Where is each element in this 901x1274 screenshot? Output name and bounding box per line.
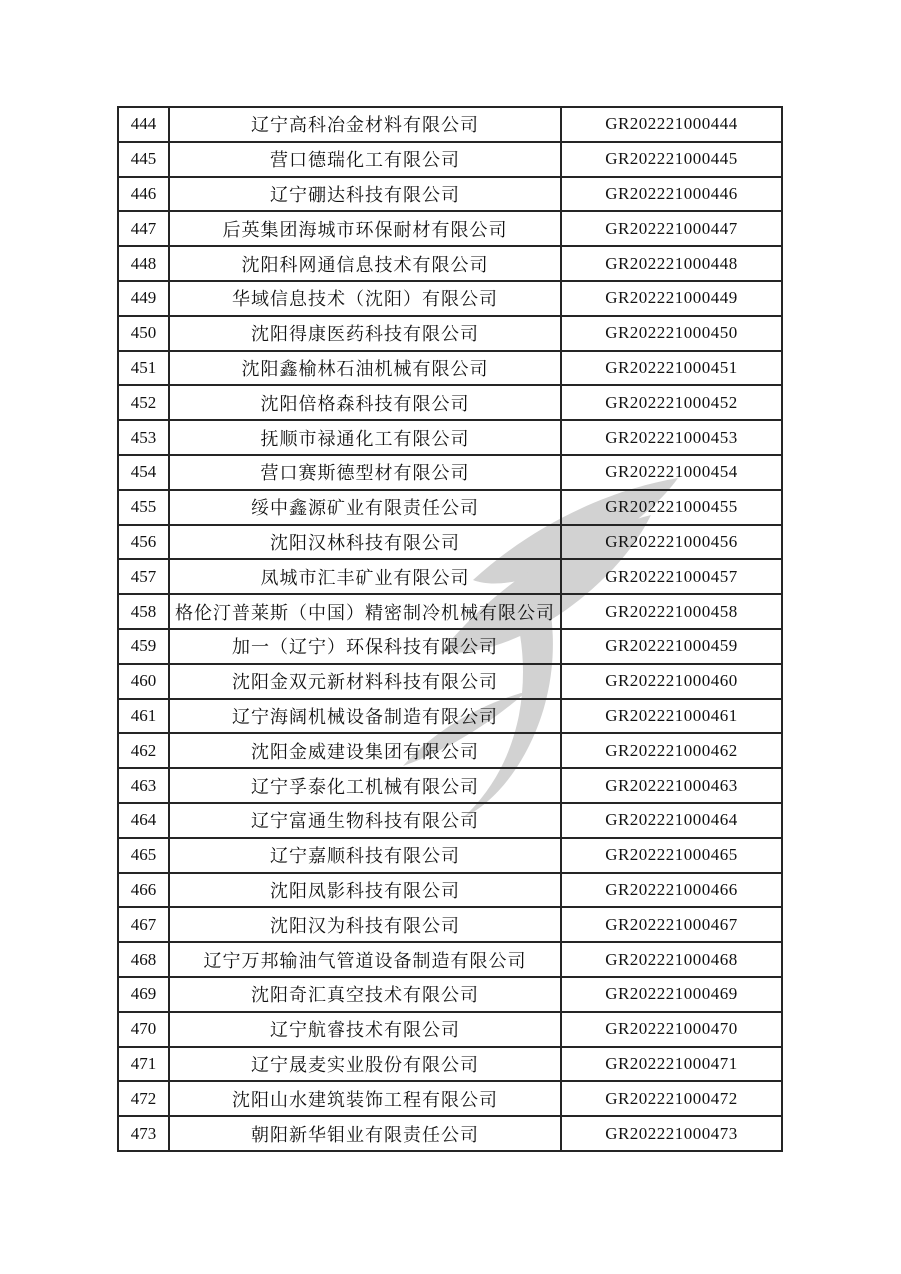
certificate-number: GR202221000473 [561, 1116, 782, 1151]
table-row [118, 977, 782, 1012]
row-number: 452 [118, 385, 169, 420]
row-number: 467 [118, 907, 169, 942]
company-name: 辽宁硼达科技有限公司 [169, 177, 561, 212]
table-row [118, 873, 782, 908]
row-number: 448 [118, 246, 169, 281]
row-number: 464 [118, 803, 169, 838]
company-name: 朝阳新华钼业有限责任公司 [169, 1116, 561, 1151]
table-row [118, 316, 782, 351]
certificate-number: GR202221000454 [561, 455, 782, 490]
table-row [118, 177, 782, 212]
table-row [118, 490, 782, 525]
table-row [118, 455, 782, 490]
company-name: 辽宁孚泰化工机械有限公司 [169, 768, 561, 803]
row-number: 457 [118, 559, 169, 594]
company-name: 沈阳山水建筑装饰工程有限公司 [169, 1081, 561, 1116]
company-name: 辽宁高科冶金材料有限公司 [169, 107, 561, 142]
row-number: 466 [118, 873, 169, 908]
company-name: 后英集团海城市环保耐材有限公司 [169, 211, 561, 246]
company-name: 华域信息技术（沈阳）有限公司 [169, 281, 561, 316]
certificate-number: GR202221000449 [561, 281, 782, 316]
table-row [118, 420, 782, 455]
certificate-number: GR202221000462 [561, 733, 782, 768]
table-row [118, 1012, 782, 1047]
table-row [118, 629, 782, 664]
certificate-number: GR202221000453 [561, 420, 782, 455]
table-row [118, 525, 782, 560]
certificate-number: GR202221000469 [561, 977, 782, 1012]
row-number: 454 [118, 455, 169, 490]
company-name: 辽宁嘉顺科技有限公司 [169, 838, 561, 873]
table-row [118, 559, 782, 594]
company-name: 格伦汀普莱斯（中国）精密制冷机械有限公司 [169, 594, 561, 629]
row-number: 456 [118, 525, 169, 560]
table-row [118, 768, 782, 803]
table-row [118, 803, 782, 838]
company-name: 沈阳金威建设集团有限公司 [169, 733, 561, 768]
company-name: 营口赛斯德型材有限公司 [169, 455, 561, 490]
row-number: 455 [118, 490, 169, 525]
row-number: 444 [118, 107, 169, 142]
table-row [118, 211, 782, 246]
company-name: 辽宁晟麦实业股份有限公司 [169, 1047, 561, 1082]
certificate-number: GR202221000461 [561, 699, 782, 734]
table-row [118, 246, 782, 281]
table-row [118, 351, 782, 386]
row-number: 465 [118, 838, 169, 873]
company-name: 沈阳汉为科技有限公司 [169, 907, 561, 942]
certificate-number: GR202221000471 [561, 1047, 782, 1082]
row-number: 461 [118, 699, 169, 734]
table-row [118, 1081, 782, 1116]
row-number: 458 [118, 594, 169, 629]
table-row [118, 142, 782, 177]
certificate-number: GR202221000472 [561, 1081, 782, 1116]
row-number: 463 [118, 768, 169, 803]
row-number: 470 [118, 1012, 169, 1047]
certificate-number: GR202221000455 [561, 490, 782, 525]
certificate-number: GR202221000458 [561, 594, 782, 629]
certificate-number: GR202221000457 [561, 559, 782, 594]
table-row [118, 281, 782, 316]
company-name: 沈阳金双元新材料科技有限公司 [169, 664, 561, 699]
table-row [118, 594, 782, 629]
row-number: 451 [118, 351, 169, 386]
certificate-number: GR202221000470 [561, 1012, 782, 1047]
company-name: 营口德瑞化工有限公司 [169, 142, 561, 177]
certificate-number: GR202221000445 [561, 142, 782, 177]
table-row [118, 1047, 782, 1082]
table-row [118, 107, 782, 142]
company-name: 沈阳鑫榆林石油机械有限公司 [169, 351, 561, 386]
row-number: 449 [118, 281, 169, 316]
certificate-number: GR202221000468 [561, 942, 782, 977]
table-row [118, 838, 782, 873]
company-name: 抚顺市禄通化工有限公司 [169, 420, 561, 455]
company-name: 辽宁富通生物科技有限公司 [169, 803, 561, 838]
certificate-number: GR202221000452 [561, 385, 782, 420]
certificate-number: GR202221000460 [561, 664, 782, 699]
row-number: 473 [118, 1116, 169, 1151]
table-row [118, 699, 782, 734]
company-name: 沈阳奇汇真空技术有限公司 [169, 977, 561, 1012]
company-name: 沈阳倍格森科技有限公司 [169, 385, 561, 420]
company-certificate-table [117, 106, 783, 1152]
row-number: 469 [118, 977, 169, 1012]
row-number: 472 [118, 1081, 169, 1116]
certificate-number: GR202221000459 [561, 629, 782, 664]
row-number: 460 [118, 664, 169, 699]
table-row [118, 733, 782, 768]
row-number: 453 [118, 420, 169, 455]
company-name: 凤城市汇丰矿业有限公司 [169, 559, 561, 594]
certificate-number: GR202221000464 [561, 803, 782, 838]
table-row [118, 907, 782, 942]
certificate-number: GR202221000466 [561, 873, 782, 908]
table-row [118, 1116, 782, 1151]
certificate-number: GR202221000467 [561, 907, 782, 942]
table-row [118, 664, 782, 699]
certificate-number: GR202221000450 [561, 316, 782, 351]
row-number: 446 [118, 177, 169, 212]
row-number: 459 [118, 629, 169, 664]
certificate-number: GR202221000446 [561, 177, 782, 212]
row-number: 445 [118, 142, 169, 177]
certificate-number: GR202221000444 [561, 107, 782, 142]
certificate-number: GR202221000463 [561, 768, 782, 803]
certificate-number: GR202221000456 [561, 525, 782, 560]
company-name: 绥中鑫源矿业有限责任公司 [169, 490, 561, 525]
row-number: 471 [118, 1047, 169, 1082]
table-row [118, 942, 782, 977]
certificate-number: GR202221000448 [561, 246, 782, 281]
company-name: 沈阳科网通信息技术有限公司 [169, 246, 561, 281]
certificate-number: GR202221000465 [561, 838, 782, 873]
row-number: 450 [118, 316, 169, 351]
certificate-number: GR202221000447 [561, 211, 782, 246]
row-number: 462 [118, 733, 169, 768]
company-name: 辽宁海阔机械设备制造有限公司 [169, 699, 561, 734]
company-name: 沈阳汉林科技有限公司 [169, 525, 561, 560]
table-row [118, 385, 782, 420]
company-name: 加一（辽宁）环保科技有限公司 [169, 629, 561, 664]
company-name: 沈阳得康医药科技有限公司 [169, 316, 561, 351]
company-name: 辽宁万邦输油气管道设备制造有限公司 [169, 942, 561, 977]
company-table-body [118, 107, 782, 1151]
certificate-number: GR202221000451 [561, 351, 782, 386]
row-number: 468 [118, 942, 169, 977]
company-name: 沈阳凤影科技有限公司 [169, 873, 561, 908]
company-name: 辽宁航睿技术有限公司 [169, 1012, 561, 1047]
row-number: 447 [118, 211, 169, 246]
